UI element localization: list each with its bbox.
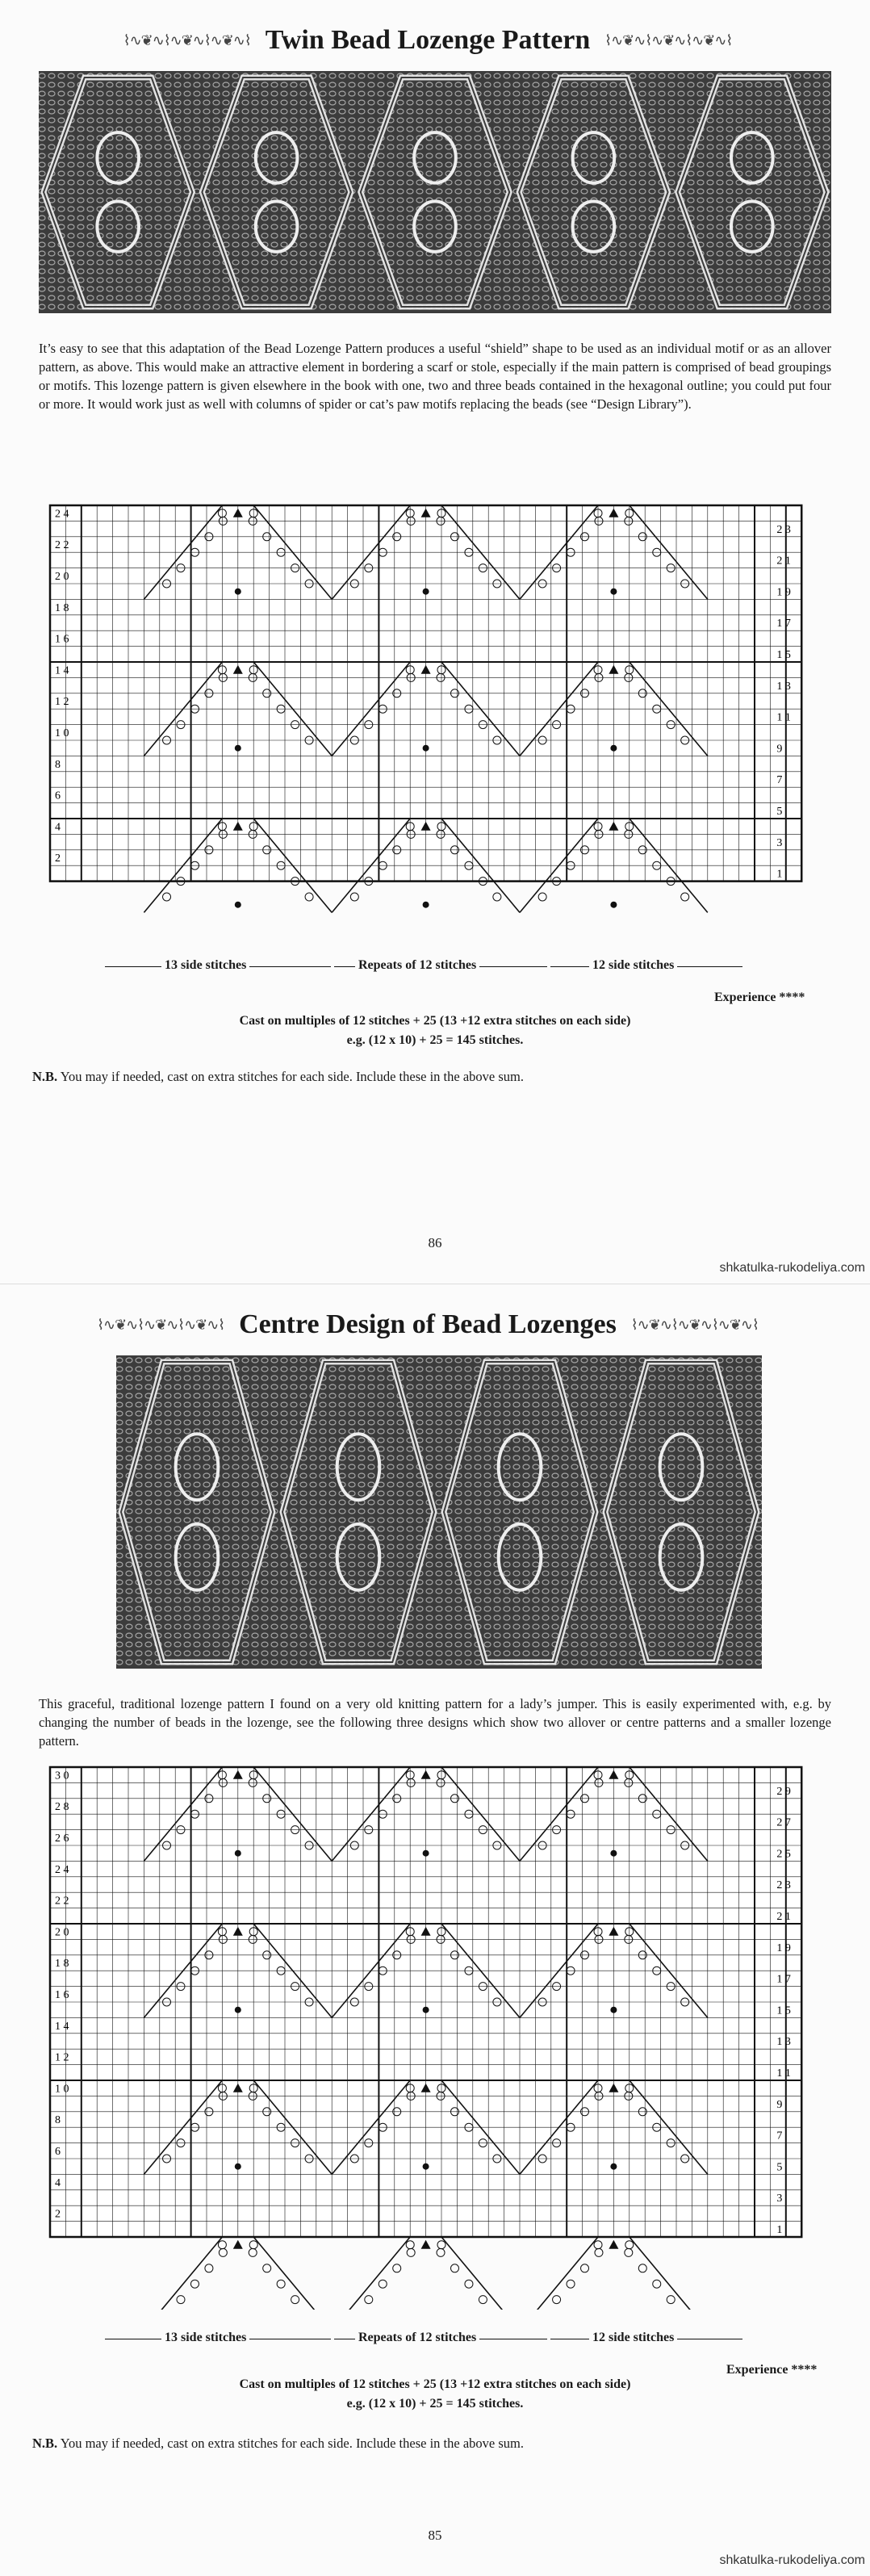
chart-yarn-over bbox=[350, 893, 358, 901]
chart-row-label-left: 2 0 bbox=[55, 1926, 69, 1938]
title-ornament-right: ⌇∿❦∿⌇∿❦∿⌇∿❦∿⌇ bbox=[604, 32, 732, 49]
chart-bead-dot bbox=[423, 589, 429, 595]
side-stitches-right: 12 side stitches bbox=[589, 958, 677, 973]
chart-bead-dot bbox=[610, 745, 617, 752]
chart-row-label-right: 1 5 bbox=[776, 2004, 791, 2017]
chart-row-label-right: 1 bbox=[776, 869, 782, 881]
chart-row-label-left: 1 2 bbox=[55, 696, 69, 708]
chart-row-label-left: 8 bbox=[55, 759, 61, 771]
page-title: Twin Bead Lozenge Pattern bbox=[266, 25, 591, 56]
intro-paragraph: This graceful, traditional lozenge pattern I found on a very old knitting pattern for a lady’s jumper. This is easily experimented with, e.g. by changing the number of beads in the lozenge, see the following three designs which show two allover or centre patterns and a smaller lozenge pattern. bbox=[39, 1694, 831, 1750]
chart-row-label-right: 1 3 bbox=[776, 681, 791, 693]
chart-row-label-right: 2 7 bbox=[776, 1817, 791, 1829]
chart-row-label-right: 1 bbox=[776, 2224, 782, 2236]
intro-paragraph: It’s easy to see that this adaptation of the Bead Lozenge Pattern produces a useful “shield” shape to be used as an individual motif or as an allover pattern, as above. This would make an attractive element in bordering a scarf or stole, especially if the main pattern is comprised of bead groupings or motifs. This lozenge pattern is given elsewhere in the book with one, two and three beads contained in the hexagonal outline; you could put four or more. It would work just as well with columns of spider or cat’s paw motifs replacing the beads (see “Design Library”). bbox=[39, 339, 831, 413]
chart-bead-dot bbox=[235, 1850, 241, 1857]
chart-row-label-left: 2 bbox=[55, 852, 61, 865]
chart-row-label-left: 1 4 bbox=[55, 2021, 69, 2033]
chart-row-label-right: 1 9 bbox=[776, 586, 791, 598]
chart-row-label-left: 1 0 bbox=[55, 727, 69, 739]
chart-bead-dot bbox=[235, 589, 241, 595]
knitting-chart bbox=[42, 1761, 825, 2314]
chart-row-label-left: 6 bbox=[55, 2146, 61, 2158]
lace-photo-image bbox=[116, 1355, 762, 1669]
nb-text: You may if needed, cast on extra stitches for each side. Include these in the above sum. bbox=[61, 1069, 524, 1084]
chart-row-label-left: 2 6 bbox=[55, 1833, 69, 1845]
lace-photo-image bbox=[39, 71, 831, 313]
chart-row-label-right: 1 1 bbox=[776, 2067, 791, 2080]
experience-rating: Experience **** bbox=[714, 991, 805, 1005]
chart-row-label-left: 1 6 bbox=[55, 1989, 69, 2001]
page-title: Centre Design of Bead Lozenges bbox=[239, 1309, 617, 1340]
cast-on-instruction: Cast on multiples of 12 stitches + 25 (13 +12 extra stitches on each side) bbox=[0, 1012, 870, 1030]
watermark: shkatulka-rukodeliya.com bbox=[719, 1261, 865, 1275]
repeat-stitches: Repeats of 12 stitches bbox=[355, 958, 479, 973]
chart-row-label-right: 9 bbox=[776, 2099, 782, 2111]
title-ornament-left: ⌇∿❦∿⌇∿❦∿⌇∿❦∿⌇ bbox=[97, 1317, 224, 1334]
side-stitches-left: 13 side stitches bbox=[161, 958, 249, 973]
chart-yarn-over bbox=[493, 893, 501, 901]
chart-bead-dot bbox=[610, 902, 617, 908]
chart-row-label-right: 1 7 bbox=[776, 1974, 791, 1986]
chart-row-label-left: 4 bbox=[55, 2177, 61, 2189]
chart-row-label-right: 1 9 bbox=[776, 1942, 791, 1954]
chart-row-label-left: 2 2 bbox=[55, 1895, 69, 1908]
chart-row-label-right: 1 5 bbox=[776, 649, 791, 661]
knitting-chart-grid bbox=[42, 499, 825, 939]
chart-row-label-right: 2 9 bbox=[776, 1786, 791, 1798]
chart-row-label-left: 1 6 bbox=[55, 634, 69, 646]
chart-row-label-left: 1 0 bbox=[55, 2083, 69, 2095]
chart-row-label-right: 2 1 bbox=[776, 1911, 791, 1923]
chart-row-label-left: 2 0 bbox=[55, 571, 69, 583]
page-number: 86 bbox=[0, 1235, 870, 1251]
title-row bbox=[32, 16, 823, 65]
chart-bead-dot bbox=[235, 902, 241, 908]
title-ornament-right: ⌇∿❦∿⌇∿❦∿⌇∿❦∿⌇ bbox=[631, 1317, 759, 1334]
chart-bead-dot bbox=[423, 902, 429, 908]
page-86 bbox=[0, 0, 870, 1284]
lace-background bbox=[39, 71, 831, 313]
chart-row-label-left: 3 0 bbox=[55, 1770, 69, 1782]
title-ornament-left: ⌇∿❦∿⌇∿❦∿⌇∿❦∿⌇ bbox=[123, 32, 251, 49]
chart-row-label-right: 2 3 bbox=[776, 524, 791, 536]
chart-row-label-right: 1 1 bbox=[776, 712, 791, 724]
page-85 bbox=[0, 1284, 870, 2576]
lace-photo bbox=[116, 1355, 762, 1669]
chart-yarn-over bbox=[163, 893, 171, 901]
lace-photo bbox=[39, 71, 831, 313]
cast-on-example: e.g. (12 x 10) + 25 = 145 stitches. bbox=[0, 1032, 870, 1049]
nb-note bbox=[32, 1069, 524, 1085]
chart-row-label-right: 5 bbox=[776, 2161, 782, 2173]
chart-row-label-left: 8 bbox=[55, 2114, 61, 2126]
knitting-chart bbox=[42, 499, 825, 943]
title-row bbox=[32, 1301, 823, 1349]
chart-row-label-left: 1 8 bbox=[55, 602, 69, 614]
chart-row-label-left: 1 8 bbox=[55, 1958, 69, 1970]
chart-row-label-right: 1 3 bbox=[776, 2036, 791, 2048]
chart-bead-dot bbox=[235, 745, 241, 752]
knitting-chart-grid bbox=[42, 1761, 825, 2310]
chart-row-label-left: 2 4 bbox=[55, 508, 69, 520]
chart-row-label-right: 1 7 bbox=[776, 618, 791, 630]
stitch-count-row bbox=[105, 955, 742, 979]
nb-label: N.B. bbox=[32, 1069, 57, 1084]
chart-row-label-right: 9 bbox=[776, 743, 782, 755]
chart-row-label-left: 4 bbox=[55, 821, 61, 833]
chart-row-label-left: 1 2 bbox=[55, 2052, 69, 2064]
chart-row-label-right: 5 bbox=[776, 806, 782, 818]
chart-row-label-right: 3 bbox=[776, 2193, 782, 2205]
chart-yarn-over bbox=[681, 893, 689, 901]
chart-row-label-left: 6 bbox=[55, 790, 61, 802]
chart-row-label-right: 7 bbox=[776, 2130, 782, 2142]
chart-row-label-left: 2 8 bbox=[55, 1801, 69, 1813]
chart-yarn-over bbox=[538, 893, 546, 901]
chart-row-label-right: 2 1 bbox=[776, 555, 791, 568]
chart-row-label-left: 2 2 bbox=[55, 539, 69, 551]
chart-row-label-left: 2 4 bbox=[55, 1864, 69, 1876]
chart-row-label-right: 3 bbox=[776, 837, 782, 849]
chart-row-label-right: 2 3 bbox=[776, 1879, 791, 1891]
chart-row-label-left: 1 4 bbox=[55, 664, 69, 676]
chart-row-label-right: 2 5 bbox=[776, 1848, 791, 1860]
chart-row-label-right: 7 bbox=[776, 774, 782, 786]
chart-yarn-over bbox=[305, 893, 313, 901]
chart-row-label-left: 2 bbox=[55, 2209, 61, 2221]
chart-bead-dot bbox=[610, 589, 617, 595]
chart-bead-dot bbox=[423, 745, 429, 752]
